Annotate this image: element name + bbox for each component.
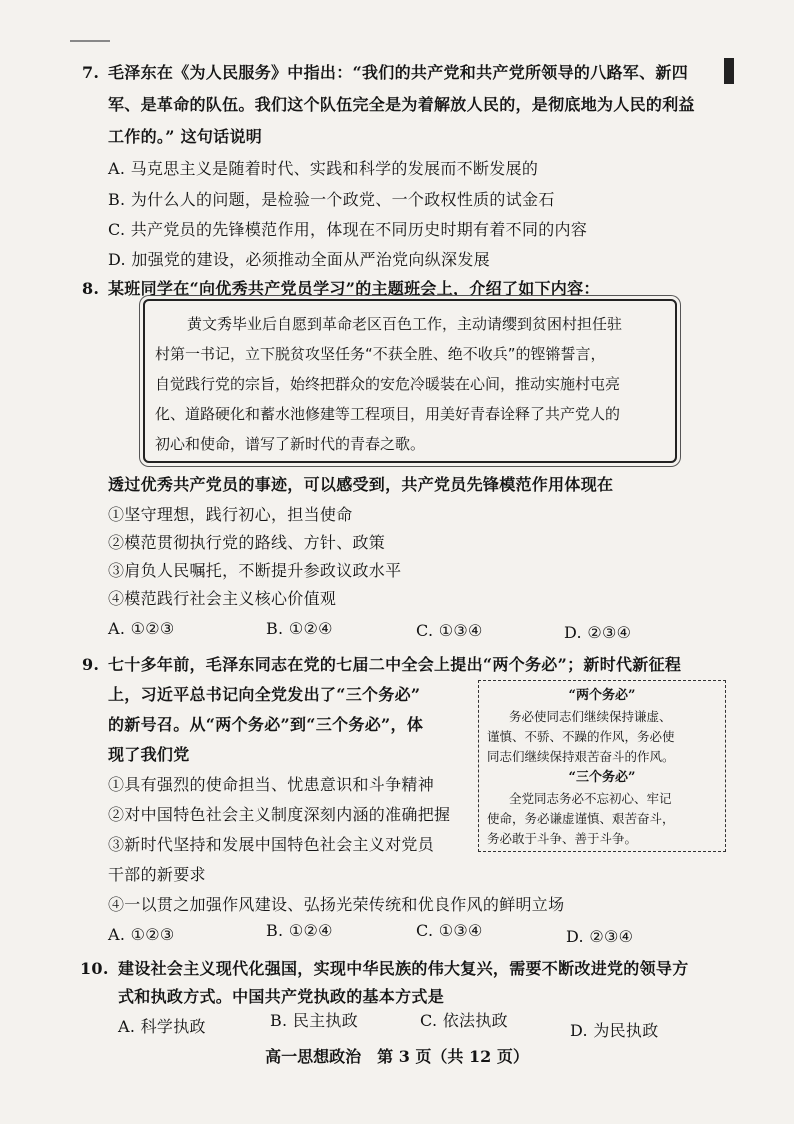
q10-option-b[interactable]: B. 民主执政 xyxy=(270,1011,359,1030)
q8-option-a[interactable]: A. ①②③ xyxy=(108,619,175,638)
page-footer: 高一思想政治 第 3 页（共 12 页） xyxy=(265,1047,529,1066)
q7-option-a[interactable]: A. 马克思主义是随着时代、实践和科学的发展而不断发展的 xyxy=(108,159,539,178)
q8-item-4: ④模范践行社会主义核心价值观 xyxy=(108,589,337,608)
q9-number: 9. xyxy=(82,655,100,674)
q8-option-b[interactable]: B. ①②④ xyxy=(266,619,333,638)
q7-stem-line1: 毛泽东在《为人民服务》中指出：“我们的共产党和共产党所领导的八路军、新四 xyxy=(108,63,689,82)
scan-edge-mark xyxy=(724,58,734,84)
q9-box-heading-three: “三个务必” xyxy=(568,770,636,785)
q7-option-b[interactable]: B. 为什么人的问题，是检验一个政党、一个政权性质的试金石 xyxy=(108,190,555,209)
q8-material-line2: 村第一书记，立下脱贫攻坚任务“不获全胜、绝不收兵”的铿锵誓言， xyxy=(155,345,606,363)
q8-number: 8. xyxy=(82,279,100,298)
q9-item-3: ③新时代坚持和发展中国特色社会主义对党员 xyxy=(108,835,435,854)
q10-number: 10. xyxy=(80,959,109,978)
q9-stem-line3: 的新号召。从“两个务必”到“三个务必”，体 xyxy=(108,715,424,734)
q9-box-two-line2: 谨慎、不骄、不躁的作风，务必使 xyxy=(487,729,675,744)
q9-option-a[interactable]: A. ①②③ xyxy=(108,925,175,944)
q8-lead: 透过优秀共产党员的事迹，可以感受到，共产党员先锋模范作用体现在 xyxy=(108,475,614,494)
q9-item-1: ①具有强烈的使命担当、忧患意识和斗争精神 xyxy=(108,775,435,794)
q10-option-d[interactable]: D. 为民执政 xyxy=(570,1021,659,1040)
q9-box-three-line3: 务必敢于斗争、善于斗争。 xyxy=(487,831,638,846)
q9-box-two-line3: 同志们继续保持艰苦奋斗的作风。 xyxy=(487,749,675,764)
q7-option-d[interactable]: D. 加强党的建设，必须推动全面从严治党向纵深发展 xyxy=(108,250,490,269)
q7-number: 7. xyxy=(82,63,100,82)
q9-box-three-line2: 使命，务必谦虚谨慎、艰苦奋斗， xyxy=(487,811,675,826)
q9-item-3-cont: 干部的新要求 xyxy=(108,865,206,884)
q8-material-line4: 化、道路硬化和蓄水池修建等工程项目，用美好青春诠释了共产党人的 xyxy=(155,405,621,423)
q8-item-1: ①坚守理想，践行初心，担当使命 xyxy=(108,505,353,524)
scan-mark xyxy=(70,40,110,42)
q8-option-c[interactable]: C. ①③④ xyxy=(416,621,483,640)
q9-stem-line4: 现了我们党 xyxy=(108,745,190,764)
q10-option-c[interactable]: C. 依法执政 xyxy=(420,1011,508,1030)
q10-stem-line2: 式和执政方式。中国共产党执政的基本方式是 xyxy=(118,987,445,1006)
q8-material-line3: 自觉践行党的宗旨，始终把群众的安危冷暖装在心间，推动实施村屯亮 xyxy=(155,375,621,393)
q8-item-3: ③肩负人民嘱托，不断提升参政议政水平 xyxy=(108,561,402,580)
q9-option-c[interactable]: C. ①③④ xyxy=(416,921,483,940)
q8-material-box xyxy=(143,299,677,463)
q7-option-c[interactable]: C. 共产党员的先锋模范作用，体现在不同历史时期有着不同的内容 xyxy=(108,220,588,239)
q9-material-box xyxy=(478,680,726,852)
q8-stem: 某班同学在“向优秀共产党员学习”的主题班会上，介绍了如下内容： xyxy=(108,279,600,298)
q8-option-d[interactable]: D. ②③④ xyxy=(564,623,632,642)
q9-option-b[interactable]: B. ①②④ xyxy=(266,921,333,940)
q9-item-2: ②对中国特色社会主义制度深刻内涵的准确把握 xyxy=(108,805,451,824)
q9-option-d[interactable]: D. ②③④ xyxy=(566,927,634,946)
q9-stem-line2: 上，习近平总书记向全党发出了“三个务必” xyxy=(108,685,421,704)
q9-box-three-line1: 全党同志务必不忘初心、牢记 xyxy=(509,791,672,806)
q8-item-2: ②模范贯彻执行党的路线、方针、政策 xyxy=(108,533,386,552)
q8-material-line5: 初心和使命，谱写了新时代的青春之歌。 xyxy=(155,435,426,453)
q9-box-heading-two: “两个务必” xyxy=(568,688,636,703)
q10-stem-line1: 建设社会主义现代化强国，实现中华民族的伟大复兴，需要不断改进党的领导方 xyxy=(118,959,689,978)
q9-box-two-line1: 务必使同志们继续保持谦虚、 xyxy=(509,709,672,724)
q9-stem-line1: 七十多年前，毛泽东同志在党的七届二中全会上提出“两个务必”；新时代新征程 xyxy=(108,655,682,674)
q7-stem-line2: 军、是革命的队伍。我们这个队伍完全是为着解放人民的，是彻底地为人民的利益 xyxy=(108,95,695,114)
q9-item-4: ④一以贯之加强作风建设、弘扬光荣传统和优良作风的鲜明立场 xyxy=(108,895,565,914)
q7-stem-line3: 工作的。” 这句话说明 xyxy=(108,127,263,146)
q10-option-a[interactable]: A. 科学执政 xyxy=(118,1017,206,1036)
q8-material-line1: 黄文秀毕业后自愿到革命老区百色工作，主动请缨到贫困村担任驻 xyxy=(187,315,623,333)
